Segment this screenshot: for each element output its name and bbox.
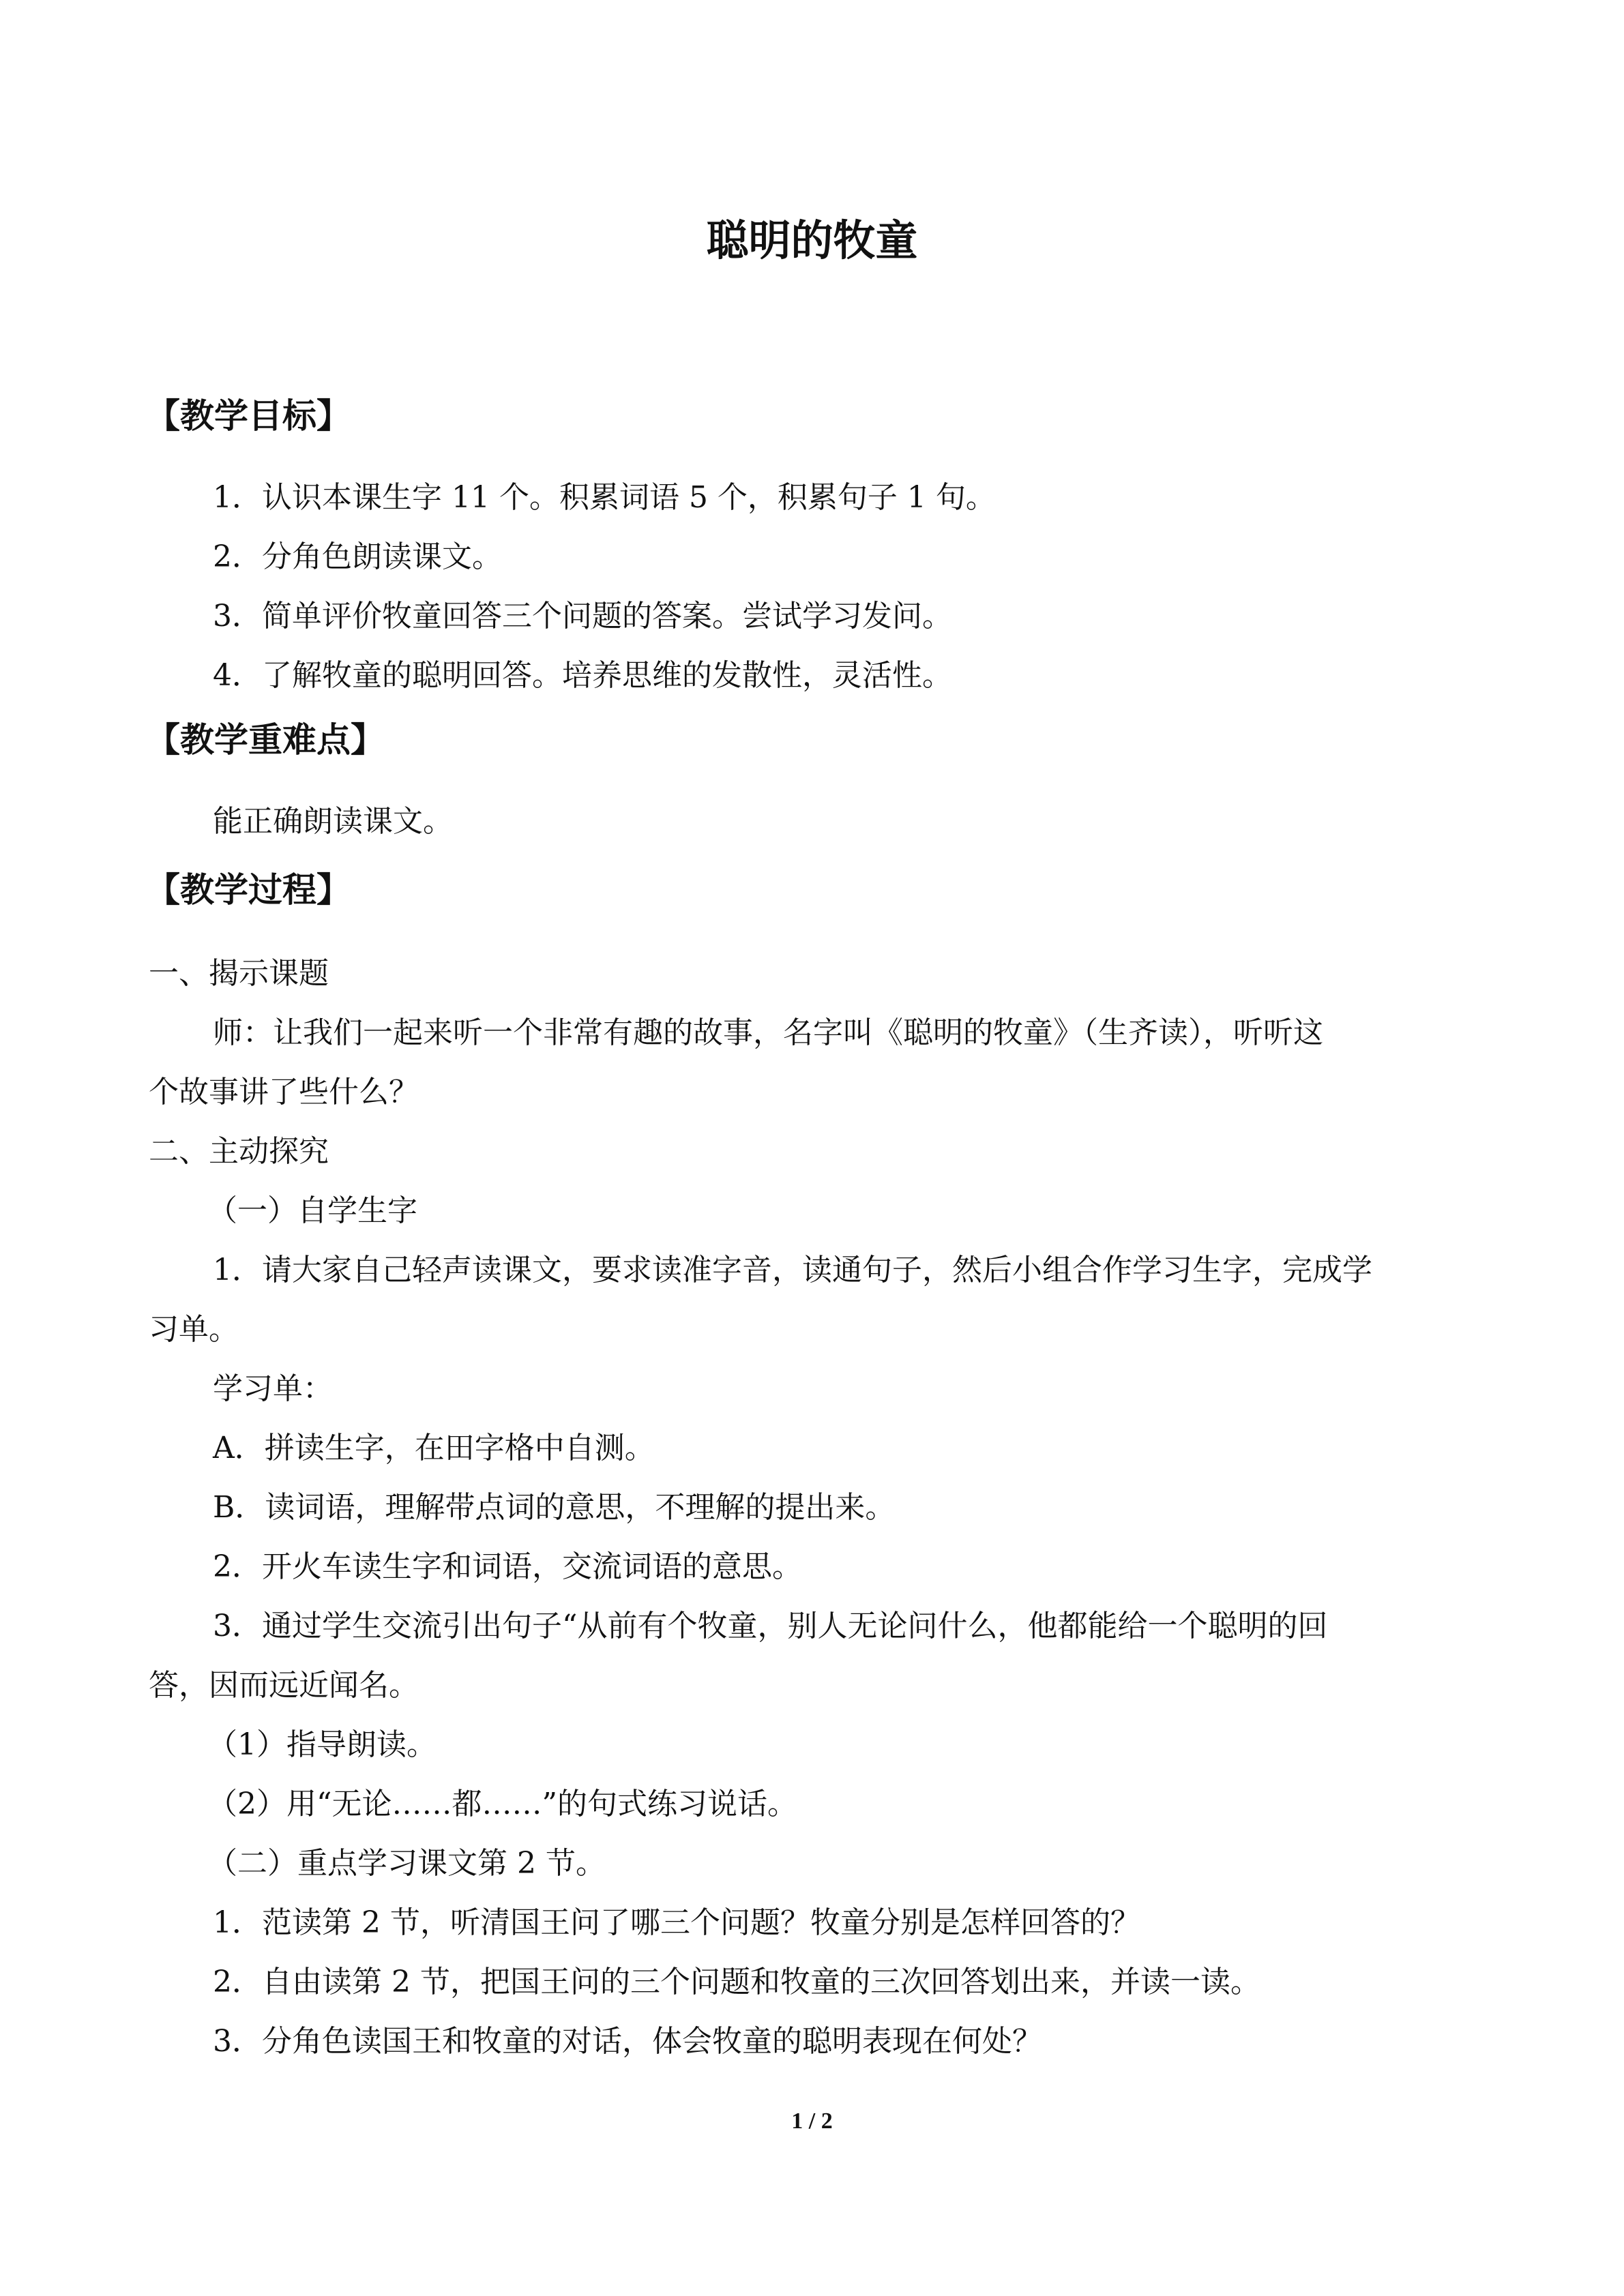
process-line: 答，因而远近闻名。 bbox=[149, 1668, 419, 1703]
process-line: 一、揭示课题 bbox=[149, 956, 329, 991]
process-line: B．读词语，理解带点词的意思，不理解的提出来。 bbox=[213, 1490, 896, 1525]
process-line: 3．通过学生交流引出句子“从前有个牧童，别人无论问什么，他都能给一个聪明的回 bbox=[213, 1609, 1328, 1643]
process-line: A．拼读生字，在田字格中自测。 bbox=[213, 1431, 655, 1465]
process-line: 1．范读第 2 节，听清国王问了哪三个问题？牧童分别是怎样回答的？ bbox=[213, 1905, 1140, 1940]
process-line: 习单。 bbox=[149, 1312, 239, 1347]
process-line: （2）用“无论……都……”的句式练习说话。 bbox=[207, 1787, 797, 1821]
goal-item: 4．了解牧童的聪明回答。培养思维的发散性，灵活性。 bbox=[213, 658, 952, 693]
goal-item: 1．认识本课生字 11 个。积累词语 5 个，积累句子 1 句。 bbox=[213, 480, 996, 515]
process-line: 2．自由读第 2 节，把国王问的三个问题和牧童的三次回答划出来，并读一读。 bbox=[213, 1965, 1260, 1999]
section-heading-goals: 【教学目标】 bbox=[146, 396, 351, 436]
process-line: 2．开火车读生字和词语，交流词语的意思。 bbox=[213, 1549, 802, 1584]
goal-item: 2．分角色朗读课文。 bbox=[213, 539, 502, 574]
page-number: 1 / 2 bbox=[791, 2108, 833, 2134]
process-line: 1．请大家自己轻声读课文，要求读准字音，读通句子，然后小组合作学习生字，完成学 bbox=[213, 1253, 1372, 1287]
process-line: （1）指导朗读。 bbox=[207, 1727, 437, 1762]
process-line: （一）自学生字 bbox=[207, 1193, 417, 1228]
process-line: 二、主动探究 bbox=[149, 1134, 329, 1169]
section-heading-process: 【教学过程】 bbox=[146, 870, 351, 910]
process-line: （二）重点学习课文第 2 节。 bbox=[207, 1846, 606, 1881]
key-point-text: 能正确朗读课文。 bbox=[213, 804, 453, 839]
process-line: 3．分角色读国王和牧童的对话，体会牧童的聪明表现在何处？ bbox=[213, 2024, 1042, 2059]
process-line: 个故事讲了些什么？ bbox=[149, 1075, 419, 1109]
process-line: 学习单： bbox=[213, 1371, 333, 1406]
section-heading-key-points: 【教学重难点】 bbox=[146, 720, 385, 760]
process-line: 师：让我们一起来听一个非常有趣的故事，名字叫《聪明的牧童》（生齐读），听听这 bbox=[213, 1015, 1323, 1050]
goal-item: 3．简单评价牧童回答三个问题的答案。尝试学习发问。 bbox=[213, 599, 952, 633]
document-title: 聪明的牧童 bbox=[706, 215, 918, 265]
